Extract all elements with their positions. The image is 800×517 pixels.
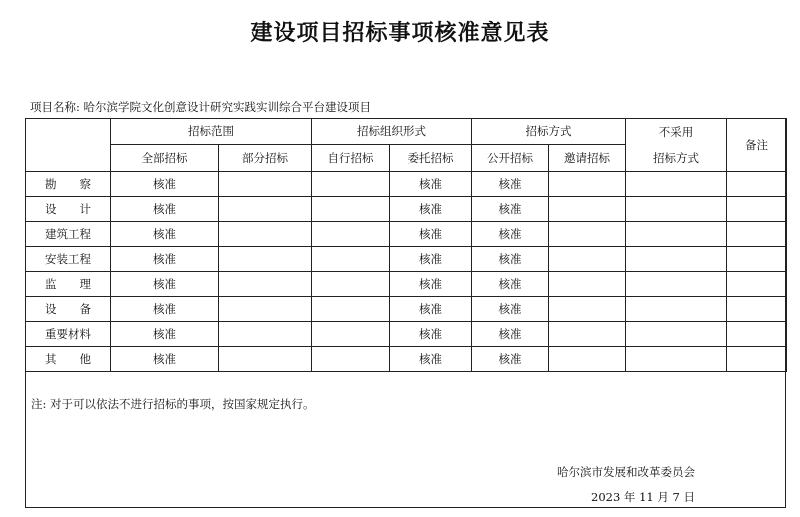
partial-cell (219, 172, 312, 197)
partial-cell (219, 272, 312, 297)
open-cell: 核准 (472, 222, 549, 247)
not-adopted-header (626, 119, 727, 172)
not-adopted-cell (626, 247, 727, 272)
full-cell: 核准 (111, 197, 219, 222)
remarks-cell (727, 222, 787, 247)
entrusted-cell: 核准 (390, 347, 472, 372)
invited-header: 邀请招标 (549, 144, 626, 171)
not-adopted-cell (626, 172, 727, 197)
table-row (26, 347, 787, 372)
item-cell: 设 计 (26, 197, 111, 222)
partial-cell (219, 297, 312, 322)
invited-cell (549, 222, 626, 247)
invited-cell (549, 197, 626, 222)
partial-cell (219, 322, 312, 347)
entrusted-cell: 核准 (390, 222, 472, 247)
not-adopted-cell (626, 272, 727, 297)
not-adopted-cell (626, 197, 727, 222)
full-cell: 核准 (111, 172, 219, 197)
entrusted-cell: 核准 (390, 172, 472, 197)
self-cell (312, 197, 390, 222)
table-row (26, 197, 787, 222)
full-cell: 核准 (111, 322, 219, 347)
self-cell (312, 172, 390, 197)
open-cell: 核准 (472, 172, 549, 197)
item-cell: 勘 察 (26, 172, 111, 197)
self-cell (312, 222, 390, 247)
invited-cell (549, 272, 626, 297)
full-cell: 核准 (111, 247, 219, 272)
entrusted-cell: 核准 (390, 322, 472, 347)
full-cell: 核准 (111, 222, 219, 247)
issuer-name: 哈尔滨市发展和改革委员会 (557, 465, 695, 479)
partial-header: 部分招标 (219, 144, 312, 171)
invited-cell (549, 247, 626, 272)
self-cell (312, 347, 390, 372)
partial-cell (219, 247, 312, 272)
self-cell (312, 247, 390, 272)
header-row-1 (26, 119, 787, 145)
remarks-cell (727, 322, 787, 347)
entrusted-cell: 核准 (390, 297, 472, 322)
item-cell: 安装工程 (26, 247, 111, 272)
remarks-cell (727, 197, 787, 222)
self-header: 自行招标 (312, 144, 390, 171)
partial-cell (219, 197, 312, 222)
item-cell: 其 他 (26, 347, 111, 372)
item-cell: 建筑工程 (26, 222, 111, 247)
remarks-cell (727, 272, 787, 297)
approval-table (25, 118, 787, 372)
not-adopted-header-line1: 不采用 (658, 125, 694, 139)
full-cell: 核准 (111, 272, 219, 297)
issue-date: 2023 年 11 月 7 日 (591, 490, 695, 504)
open-cell: 核准 (472, 322, 549, 347)
item-header-cell (26, 119, 111, 172)
entrusted-cell: 核准 (390, 197, 472, 222)
full-cell: 核准 (111, 347, 219, 372)
table-row (26, 172, 787, 197)
not-adopted-cell (626, 222, 727, 247)
table-row (26, 272, 787, 297)
partial-cell (219, 347, 312, 372)
invited-cell (549, 322, 626, 347)
table-row (26, 222, 787, 247)
invited-cell (549, 172, 626, 197)
method-header: 招标方式 (472, 119, 626, 145)
footnote: 注: 对于可以依法不进行招标的事项，按国家规定执行。 (31, 397, 315, 411)
open-cell: 核准 (472, 347, 549, 372)
open-cell: 核准 (472, 272, 549, 297)
not-adopted-header-line2: 招标方式 (653, 151, 699, 165)
self-cell (312, 297, 390, 322)
full-header: 全部招标 (111, 144, 219, 171)
open-cell: 核准 (472, 197, 549, 222)
entrusted-cell: 核准 (390, 272, 472, 297)
entrusted-header: 委托招标 (390, 144, 472, 171)
remarks-header: 备注 (727, 119, 787, 172)
remarks-cell (727, 172, 787, 197)
remarks-cell (727, 297, 787, 322)
self-cell (312, 322, 390, 347)
open-cell: 核准 (472, 297, 549, 322)
item-cell: 监 理 (26, 272, 111, 297)
remarks-cell (727, 347, 787, 372)
table-row (26, 297, 787, 322)
invited-cell (549, 347, 626, 372)
project-name: 项目名称: 哈尔滨学院文化创意设计研究实践实训综合平台建设项目 (30, 100, 372, 114)
partial-cell (219, 222, 312, 247)
scope-header: 招标范围 (111, 119, 312, 145)
not-adopted-cell (626, 322, 727, 347)
entrusted-cell: 核准 (390, 247, 472, 272)
open-cell: 核准 (472, 247, 549, 272)
page-title: 建设项目招标事项核准意见表 (250, 20, 550, 46)
remarks-cell (727, 247, 787, 272)
invited-cell (549, 297, 626, 322)
full-cell: 核准 (111, 297, 219, 322)
not-adopted-cell (626, 297, 727, 322)
not-adopted-cell (626, 347, 727, 372)
organization-header: 招标组织形式 (312, 119, 472, 145)
open-header: 公开招标 (472, 144, 549, 171)
item-cell: 重要材料 (26, 322, 111, 347)
table-row (26, 247, 787, 272)
self-cell (312, 272, 390, 297)
item-cell: 设 备 (26, 297, 111, 322)
table-row (26, 322, 787, 347)
